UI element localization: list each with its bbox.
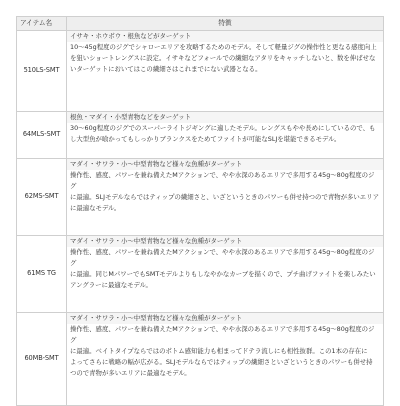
feature-line: つので青物が多いエリアに最適なモデル。	[70, 369, 191, 378]
item-feature	[67, 31, 384, 112]
table-row	[17, 313, 384, 406]
item-feature	[67, 236, 384, 313]
target-line: マダイ・サワラ・小～中型青物など様々な魚種がターゲット	[67, 159, 383, 170]
item-name: 61MS TG	[17, 236, 67, 313]
item-feature	[67, 313, 384, 406]
table-header-row	[17, 17, 384, 31]
header-item-name: アイテム名	[17, 17, 67, 31]
table-row	[17, 159, 384, 236]
table-row	[17, 112, 384, 159]
target-line: イサキ・ホウボウ・根魚などがターゲット	[67, 31, 383, 42]
feature-line: アングラーに最適なモデル。	[70, 281, 152, 290]
feature-line: に最適。SLJモデルならではティップの繊細さと、いざというときのパワーも併せ持つので青物が多いエリア	[70, 193, 379, 202]
spec-table	[16, 16, 384, 406]
target-line: マダイ・サワラ・小～中型青物など様々な魚種がターゲット	[67, 236, 383, 247]
item-feature	[67, 159, 384, 236]
feature-line: に最適なモデル。	[70, 204, 121, 213]
feature-line: に最適。同じMパワーでもSMTモデルよりもしなやかなカーブを描くので、プチ曲げファイトを楽しみたい	[70, 270, 376, 279]
target-line: マダイ・サワラ・小～中型青物など様々な魚種がターゲット	[67, 313, 383, 324]
feature-line: を狙いショートレングスに設定。イサキなどフォールでの繊細なアタリをキャッチしないと、数を伸ばせな	[70, 54, 376, 63]
table-row	[17, 31, 384, 112]
item-name: 510LS-SMT	[17, 31, 67, 112]
feature-line: 操作性、感度、パワーを兼ね備えたMアクションで、やや水深のあるエリアで多用する45g～80g程度のジグ	[70, 248, 375, 268]
feature-line: 10～45g程度のジグでシャローエリアを攻略するためのモデル。そして軽量ジグの操作性と更なる感度向上	[70, 43, 377, 52]
feature-line: よってさらに戦略の幅が広がる。SLJモデルならではティップの繊細さといざというときのパワーも併せ持	[70, 358, 373, 367]
header-feature: 特徴	[67, 17, 384, 31]
item-feature	[67, 112, 384, 159]
feature-line: いターゲットにおいてはこの繊細さはこれまでにない武器となる。	[70, 65, 262, 74]
feature-line: 操作性、感度、パワーを兼ね備えたMアクションで、やや水深のあるエリアで多用する45g～80g程度のジグ	[70, 171, 375, 191]
item-name: 64MLS-SMT	[17, 112, 67, 159]
feature-line: し大型魚が喰かってもしっかりブランクスをためてファイトが可能なSLJを堪能できるモデル。	[70, 135, 341, 144]
item-name: 60MB-SMT	[17, 313, 67, 406]
feature-line: 30～60g程度のジグでのスーパーライトジギングに適したモデル。レングスもやや長めにしているので、も	[70, 124, 376, 133]
feature-line: 操作性、感度、パワーを兼ね備えたMアクションで、やや水深のあるエリアで多用する45g～80g程度のジグ	[70, 325, 375, 345]
target-line: 根魚・マダイ・小型青物などをターゲット	[67, 112, 383, 123]
feature-line: に最適。ベイトタイプならではのボトム感知能力も相まってドテラ流しにも相性抜群。この1本の存在に	[70, 347, 368, 356]
item-name: 62MS-SMT	[17, 159, 67, 236]
table-row	[17, 236, 384, 313]
